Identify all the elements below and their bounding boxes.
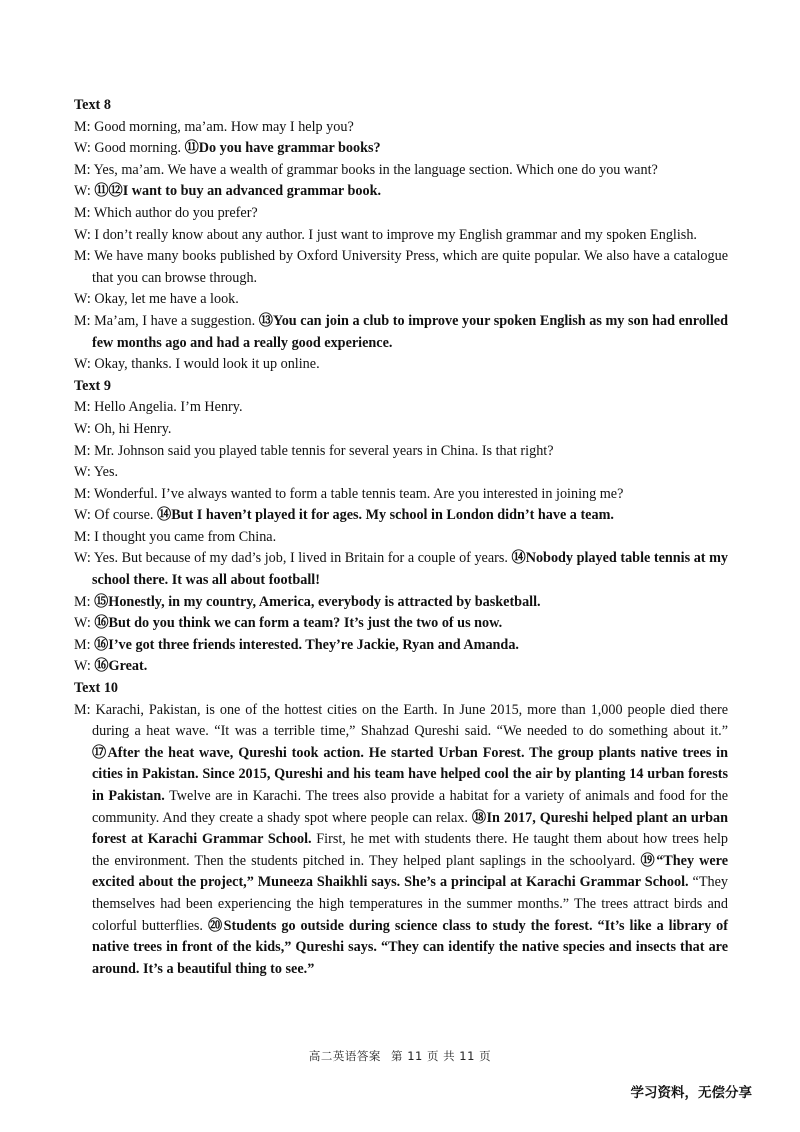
answer-key-highlight: ⑯But do you think we can form a team? It’s just the two of us now.: [94, 615, 503, 632]
transcript-text: M: Ma’am, I have a suggestion.: [74, 312, 259, 329]
dialogue-line: [74, 441, 728, 463]
footer-page-number: 第 11 页 共 11 页: [391, 1049, 492, 1063]
dialogue-line: [74, 505, 728, 527]
transcript-text: Twelve are in Karachi. The trees also provide a habitat for a variety of animals and food for the community. And they create a shady spot where people can relax.: [92, 788, 729, 826]
transcript-text: M: Wonderful. I’ve always wanted to form a table tennis team. Are you interested in joining me?: [74, 485, 624, 502]
page-footer: [0, 1048, 800, 1064]
answer-key-highlight: ⑪Do you have grammar books?: [184, 140, 381, 157]
answer-document: [74, 95, 728, 980]
footer-subject: 高二英语答案: [308, 1049, 381, 1063]
transcript-text: W: Oh, hi Henry.: [74, 420, 172, 437]
answer-key-highlight: ⑰After the heat wave, Qureshi took action. He started Urban Forest. The group plants native trees in cities in Pakistan. Since 2015, Qureshi and his team have helped cool the air by planting 14 urban forests in Pakistan.: [92, 744, 728, 804]
dialogue-line: [74, 635, 728, 657]
text8-heading: Text 8: [74, 97, 111, 113]
transcript-text: M: We have many books published by Oxford University Press, which are quite popular. We also have a catalogue that you can browse through.: [74, 248, 728, 286]
answer-key-highlight: ⑭Nobody played table tennis at my school there. It was all about football!: [92, 550, 728, 589]
dialogue-line: [74, 397, 728, 419]
share-watermark: 学习资料，无偿分享: [630, 1085, 752, 1101]
transcript-text: “They themselves had been experiencing the high temperatures in the summer months.” The trees attract birds and colorful butterflies.: [92, 874, 728, 934]
transcript-text: W: Okay, let me have a look.: [74, 291, 239, 308]
transcript-text: W:: [74, 183, 95, 200]
text8-dialogue: [74, 117, 728, 376]
transcript-text: W: Good morning.: [74, 140, 185, 157]
dialogue-line: [74, 203, 728, 225]
answer-key-highlight: ⑲“They were excited about the project,” Muneeza Shaikhli says. She’s a principal at Karachi Grammar School.: [92, 852, 728, 891]
transcript-text: M:: [74, 593, 95, 610]
transcript-text: M: Hello Angelia. I’m Henry.: [74, 399, 243, 416]
transcript-text: M: I thought you came from China.: [74, 528, 277, 545]
transcript-text: First, he met with students there. He taught them about how trees help the environment. Then the students pitched in. They helped plant saplings in the schoolyard.: [92, 831, 728, 869]
dialogue-line: [74, 225, 728, 247]
dialogue-line: [74, 117, 728, 139]
text10-passage: [74, 700, 728, 981]
dialogue-line: [74, 548, 728, 591]
transcript-text: M: Good morning, ma’am. How may I help you?: [74, 118, 354, 135]
dialogue-line: [74, 613, 728, 635]
text9-dialogue: [74, 397, 728, 678]
transcript-text: W: Okay, thanks. I would look it up online.: [74, 356, 320, 373]
dialogue-line: [74, 419, 728, 441]
answer-key-highlight: ⑯Great.: [94, 658, 148, 675]
transcript-text: M: Which author do you prefer?: [74, 204, 258, 221]
answer-key-highlight: ⑯I’ve got three friends interested. They’re Jackie, Ryan and Amanda.: [94, 636, 519, 653]
answer-key-highlight: ⑭But I haven’t played it for ages. My school in London didn’t have a team.: [157, 507, 614, 524]
dialogue-line: [74, 311, 728, 354]
transcript-text: W: Yes.: [74, 464, 119, 481]
answer-key-highlight: ⑪⑫I want to buy an advanced grammar book.: [94, 183, 382, 200]
dialogue-line: [74, 160, 728, 182]
transcript-text: M: Yes, ma’am. We have a wealth of grammar books in the language section. Which one do you want?: [74, 161, 658, 178]
transcript-text: W: Of course.: [74, 507, 157, 524]
dialogue-line: [74, 354, 728, 376]
dialogue-line: [74, 181, 728, 203]
transcript-text: M:: [74, 636, 95, 653]
answer-key-highlight: ⑱In 2017, Qureshi helped plant an urban forest at Karachi Grammar School.: [92, 809, 728, 848]
answer-key-highlight: ⑮Honestly, in my country, America, everybody is attracted by basketball.: [94, 593, 541, 610]
text10-heading: Text 10: [74, 680, 119, 697]
transcript-text: W: Yes. But because of my dad’s job, I lived in Britain for a couple of years.: [74, 550, 512, 567]
dialogue-line: [74, 592, 728, 614]
transcript-text: W:: [74, 615, 95, 632]
transcript-text: M: Karachi, Pakistan, is one of the hottest cities on the Earth. In June 2015, more than 1,000 people died there during a heat wave. “It was a terrible time,” Shahzad Qureshi said. “We needed to do something about it.”: [74, 701, 728, 740]
transcript-text: W:: [74, 658, 95, 675]
dialogue-line: [74, 527, 728, 549]
dialogue-line: [74, 484, 728, 506]
answer-key-highlight: ⑳Students go outside during science class to study the forest. “It’s like a library of native trees in front of the kids,” Qureshi says. “They can identify the native species and insects that are around. It’s a beautiful thing to see.”: [92, 917, 728, 977]
transcript-text: M: Mr. Johnson said you played table tennis for several years in China. Is that right?: [74, 442, 554, 459]
dialogue-line: [74, 246, 728, 289]
dialogue-line: [74, 138, 728, 160]
answer-key-highlight: ⑬You can join a club to improve your spoken English as my son had enrolled few months ago and had a really good experience.: [92, 312, 728, 351]
dialogue-line: [74, 656, 728, 678]
dialogue-line: [74, 289, 728, 311]
text9-heading: Text 9: [74, 377, 111, 394]
transcript-text: W: I don’t really know about any author. I just want to improve my English grammar and my spoken English.: [74, 226, 697, 243]
dialogue-line: [74, 462, 728, 484]
